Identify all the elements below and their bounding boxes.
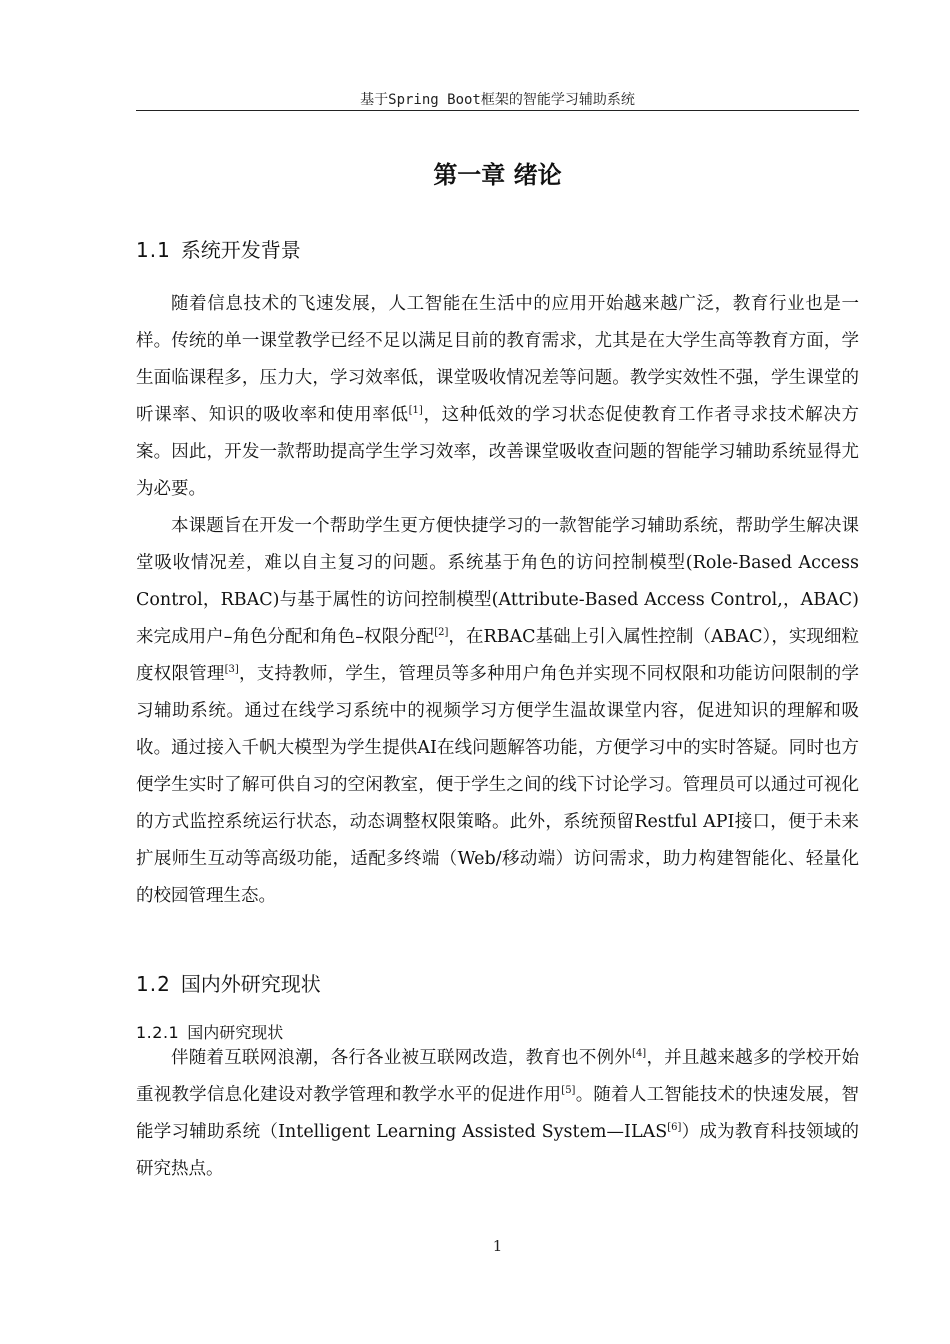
running-header: 基于Spring Boot框架的智能学习辅助系统: [360, 92, 635, 108]
section-heading-1-2: [136, 970, 321, 998]
paragraph-text: 。随着人工智能技术的快速发展，智能学习辅助系统（Intelligent Learning Assisted System—ILAS: [136, 1085, 859, 1142]
section-number: 1.2: [136, 972, 171, 996]
paragraph-text: ，并且越来越多的学校开始重视教学信息化建设对教学管理和教学水平的促进作用: [136, 1048, 860, 1105]
paragraph-domestic-research: [136, 1040, 859, 1188]
citation: [6]: [667, 1122, 682, 1134]
paragraph-background-2: [136, 508, 859, 915]
paragraph-text: ，支持教师，学生，管理员等多种用户角色并实现不同权限和功能访问限制的学习辅助系统。通过在线学习系统中的视频学习方便学生温故课堂内容，促进知识的理解和吸收。通过接入千帆大模型为学生提供AI在线问题解答功能，方便学习中的实时答疑。同时也方便学生实时了解可供自习的空闲教室，便于学生之间的线下讨论学习。管理员可以通过可视化的方式监控系统运行状态，动态调整权限策略。此外，系统预留Restful API接口，便于未来扩展师生互动等高级功能，适配多终端（Web/移动端）访问需求，助力构建智能化、轻量化的校园管理生态。: [136, 664, 860, 906]
section-title: 系统开发背景: [180, 238, 301, 262]
citation: [5]: [561, 1085, 576, 1097]
paragraph-background-1: [136, 286, 859, 508]
section-number: 1.1: [136, 238, 171, 262]
header-rule: [136, 110, 859, 111]
subsection-title: 国内研究现状: [187, 1023, 284, 1042]
section-heading-1-1: [136, 236, 301, 264]
section-title: 国内外研究现状: [180, 972, 321, 996]
citation: [3]: [224, 664, 239, 676]
paragraph-text: ，这种低效的学习状态促使教育工作者寻求技术解决方案。因此，开发一款帮助提高学生学习效率，改善课堂吸收查问题的智能学习辅助系统显得尤为必要。: [136, 405, 860, 499]
paragraph-text: ）成为教育科技领域的研究热点。: [136, 1122, 859, 1179]
paragraph-text: 伴随着互联网浪潮，各行各业被互联网改造，教育也不例外: [171, 1048, 633, 1068]
citation: [2]: [434, 627, 449, 639]
citation: [1]: [408, 405, 423, 417]
subsection-number: 1.2.1: [136, 1023, 180, 1042]
citation: [4]: [632, 1048, 647, 1060]
paragraph-text: 随着信息技术的飞速发展，人工智能在生活中的应用开始越来越广泛，教育行业也是一样。传统的单一课堂教学已经不足以满足目前的教育需求，尤其是在大学生高等教育方面，学生面临课程多，压力大，学习效率低，课堂吸收情况差等问题。教学实效性不强，学生课堂的听课率、知识的吸收率和使用率低: [136, 294, 859, 425]
page-number: 1: [492, 1237, 503, 1255]
chapter-title: 第一章 绪论: [433, 161, 562, 189]
paragraph-text: 本课题旨在开发一个帮助学生更方便快捷学习的一款智能学习辅助系统，帮助学生解决课堂吸收情况差，难以自主复习的问题。系统基于角色的访问控制模型(Role-Based Access Control，RBAC)与基于属性的访问控制模型(Attribute-Based Access Control,，ABAC)来完成用户–角色分配和角色–权限分配: [136, 516, 859, 647]
paragraph-text: ，在RBAC基础上引入属性控制（ABAC），实现细粒度权限管理: [136, 627, 859, 684]
